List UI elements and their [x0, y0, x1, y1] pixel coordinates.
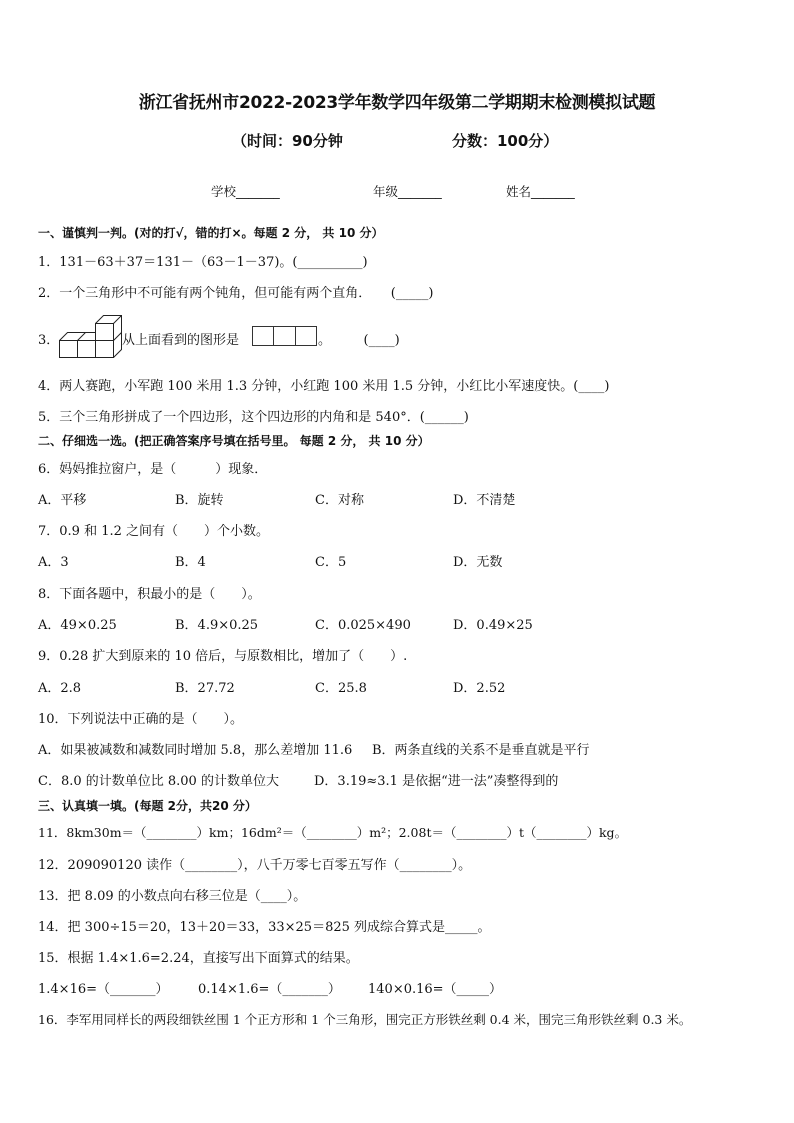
option-c: C．25.8 [315, 681, 367, 696]
question-15: 15．根据 1.4×1.6=2.24，直接写出下面算式的结果。 [38, 951, 359, 966]
question-10: 10．下列说法中正确的是（ ）。 [38, 712, 244, 727]
option-c: C．5 [315, 555, 347, 570]
question-2: 2．一个三角形中不可能有两个钝角，但可能有两个直角． (_____) [38, 286, 434, 301]
section-1-heading: 一、谨慎判一判。(对的打√，错的打×。每题 2 分， 共 10 分） [38, 226, 384, 240]
page-title: 浙江省抚州市2022-2023学年数学四年级第二学期期末检测模拟试题 [138, 93, 656, 113]
question-9: 9．0.28 扩大到原来的 10 倍后，与原数相比，增加了（ ）. [38, 649, 408, 664]
option-b: B．27.72 [175, 681, 235, 696]
question-16: 16．李军用同样长的两段细铁丝围 1 个正方形和 1 个三角形，围完正方形铁丝剩 0.4 米，围完三角形铁丝剩 0.3 米。 [38, 1012, 692, 1027]
option-b: B．两条直线的关系不是垂直就是平行 [372, 743, 590, 758]
question-11: 11．8km30m＝（________）km；16dm²＝（________）m²；2.08t＝（________）t（________）kg。 [38, 825, 628, 840]
section-2-heading: 二、仔细选一选。(把正确答案序号填在括号里。 每题 2 分， 共 10 分） [38, 434, 430, 448]
question-12: 12．209090120 读作（________），八千万零七百零五写作（________）。 [38, 858, 472, 873]
option-a: A．49×0.25 [38, 618, 117, 633]
top-view-grid [252, 326, 317, 346]
question-13: 13．把 8.09 的小数点向右移三位是（____）。 [38, 889, 307, 904]
question-3-text: 从上面看到的图形是 [122, 333, 240, 348]
option-d: D．不清楚 [453, 493, 516, 508]
option-d: D．无数 [453, 555, 503, 570]
exam-time: （时间：90分钟 [232, 132, 343, 150]
question-14: 14．把 300÷15＝20，13＋20＝33，33×25＝825 列成综合算式是_____。 [38, 920, 491, 935]
question-7: 7．0.9 和 1.2 之间有（ ）个小数。 [38, 524, 270, 539]
option-d: D．2.52 [453, 681, 506, 696]
option-d: D．3.19≈3.1 是依据“进一法”凑整得到的 [314, 774, 559, 789]
option-a: A．平移 [38, 493, 87, 508]
question-3-number: 3． [38, 333, 60, 348]
question-3-blank: 。 (____) [318, 333, 400, 348]
question-4: 4．两人赛跑，小军跑 100 米用 1.3 分钟，小红跑 100 米用 1.5 分钟，小红比小军速度快。(____) [38, 379, 610, 394]
question-6: 6．妈妈推拉窗户，是（ ）现象． [38, 462, 268, 477]
grid-cell [253, 327, 274, 345]
option-b: B．4.9×0.25 [175, 618, 259, 633]
cube-stack-figure [59, 315, 127, 359]
exam-score: 分数：100分） [452, 132, 559, 150]
question-5: 5．三个三角形拼成了一个四边形，这个四边形的内角和是 540°．(______) [38, 410, 469, 425]
option-b: B．旋转 [175, 493, 224, 508]
grid-cell [274, 327, 295, 345]
school-field: 学校_______ [211, 184, 280, 199]
option-c: C．对称 [315, 493, 364, 508]
question-1: 1．131－63＋37＝131－（63－1－37)。(__________) [38, 255, 368, 270]
option-c: C．0.025×490 [315, 618, 411, 633]
grid-cell [296, 327, 316, 345]
calc-item: 0.14×1.6=（_______） [198, 982, 341, 997]
option-b: B．4 [175, 555, 206, 570]
question-8: 8．下面各题中，积最小的是（ ）。 [38, 587, 261, 602]
name-field: 姓名_______ [506, 184, 575, 199]
option-a: A．如果被减数和减数同时增加 5.8，那么差增加 11.6 [38, 743, 353, 758]
grade-field: 年级_______ [373, 184, 442, 199]
option-a: A．2.8 [38, 681, 82, 696]
option-c: C．8.0 的计数单位比 8.00 的计数单位大 [38, 774, 279, 789]
option-a: A．3 [38, 555, 69, 570]
calc-item: 140×0.16=（_____） [368, 982, 503, 997]
section-3-heading: 三、认真填一填。(每题 2分，共20 分） [38, 799, 257, 813]
calc-item: 1.4×16=（_______） [38, 982, 169, 997]
option-d: D．0.49×25 [453, 618, 533, 633]
